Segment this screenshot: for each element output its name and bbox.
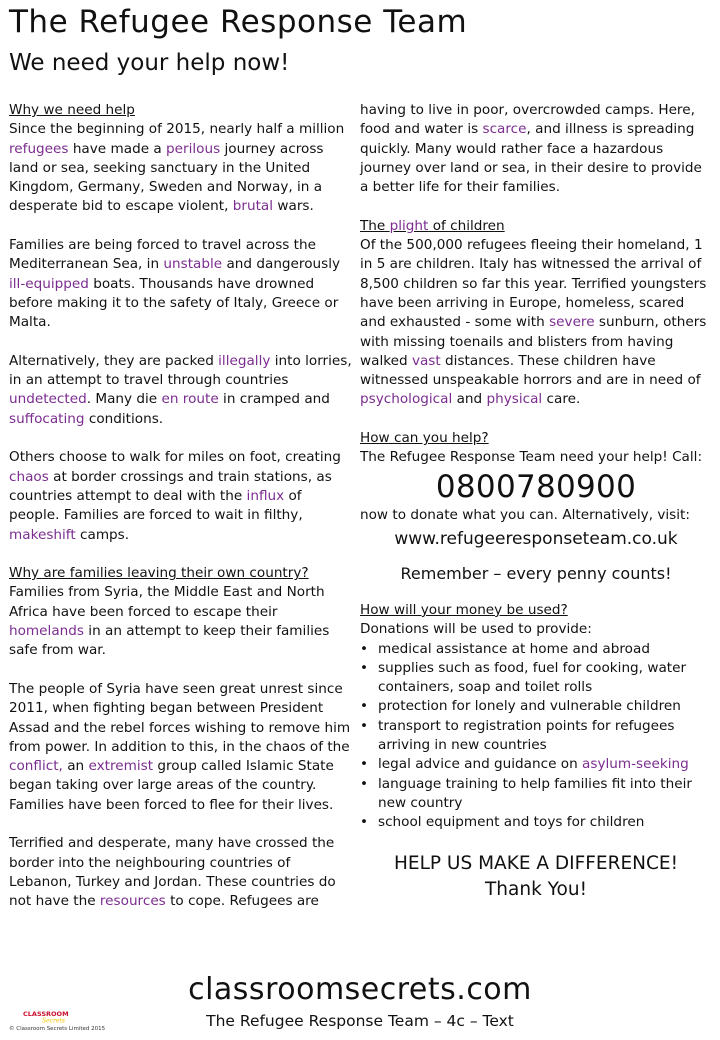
logo-subtext: Secrets <box>42 1017 65 1024</box>
list-item <box>360 813 712 832</box>
bullet-icon: • <box>360 717 369 734</box>
footer-site[interactable]: classroomsecrets.com <box>188 972 532 1007</box>
list-item-text: protection for lonely and vulnerable children <box>378 698 681 715</box>
money-intro: Donations will be used to provide: <box>360 621 592 638</box>
footer-title: The Refugee Response Team – 4c – Text <box>206 1012 514 1030</box>
list-item-text: language training to help families fit into their new country <box>378 775 692 811</box>
keyword-refugees: refugees <box>9 140 69 157</box>
right-column <box>360 101 712 903</box>
keyword-en-route: en route <box>161 391 219 408</box>
list-item-text: school equipment and toys for children <box>378 814 645 831</box>
help-text: The Refugee Response Team need your help! Call: <box>360 449 703 466</box>
keyword-vast: vast <box>411 352 441 369</box>
list-item-text: legal advice and guidance on asylum-seeking <box>378 756 689 773</box>
money-heading: How will your money be used? <box>360 601 568 618</box>
keyword-ill-equipped: ill-equipped <box>9 275 89 292</box>
keyword-resources: resources <box>99 893 166 910</box>
help-heading: How can you help? <box>360 430 489 447</box>
keyword-brutal: brutal <box>232 198 274 215</box>
keyword-illegally: illegally <box>218 352 271 369</box>
classroom-secrets-logo <box>22 1009 74 1024</box>
bullet-icon: • <box>360 659 369 676</box>
list-item-text: transport to registration points for refugees arriving in new countries <box>378 717 675 754</box>
section-heading: Why are families leaving their own country? <box>9 565 309 582</box>
page-subtitle: We need your help now! <box>9 50 290 76</box>
bullet-icon: • <box>360 640 369 657</box>
section-heading: Why we need help <box>9 102 135 118</box>
plight-heading: The plight of children <box>360 217 505 234</box>
left-paragraph: Families from Syria, the Middle East and North Africa have been forced to escape their homelands in an attempt to keep their families safe from war. <box>9 584 330 659</box>
website-link[interactable]: www.refugeeresponseteam.co.uk <box>394 528 678 549</box>
keyword-extremist: extremist <box>88 758 154 775</box>
thank-you-text: Thank You! <box>485 878 587 900</box>
left-column <box>9 101 353 931</box>
keyword-undetected: undetected <box>9 391 87 408</box>
phone-number: 0800780900 <box>435 468 637 505</box>
left-paragraph: Terrified and desperate, many have crossed the border into the neighbouring countries of Lebanon, Turkey and Jordan. These countries do not have the resources to cope. Refugees are <box>9 835 336 910</box>
left-paragraph: The people of Syria have seen great unrest since 2011, when fighting began between President Assad and the rebel forces wishing to remove him from power. In addition to this, in the chaos of the conflict, an extremist group called Islamic State began taking over large areas of the country. Families have been forced to flee for their lives. <box>9 680 351 813</box>
donate-text: now to donate what you can. Alternatively, visit: <box>360 506 690 523</box>
keyword-suffocating: suffocating <box>9 410 85 427</box>
cta-heading: HELP US MAKE A DIFFERENCE! <box>393 852 679 874</box>
keyword-scarce: scarce <box>482 121 527 138</box>
keyword-plight: plight <box>389 217 429 234</box>
donation-uses-list <box>360 640 712 833</box>
keyword-unstable: unstable <box>163 256 223 273</box>
logo-text: CLASSROOM <box>23 1010 69 1018</box>
list-item <box>360 755 712 774</box>
camps-paragraph: having to live in poor, overcrowded camps. Here, food and water is scarce, and illness is spreading quickly. Many would rather face a hazardous journey over land or sea, in their desire to provide a better life for their families. <box>360 102 702 196</box>
list-item <box>360 640 712 659</box>
left-paragraph: Others choose to walk for miles on foot, creating chaos at border crossings and train stations, as countries attempt to deal with the influx of people. Families are forced to wait in filthy, makeshift camps. <box>9 449 341 543</box>
plight-paragraph: Of the 500,000 refugees fleeing their homeland, 1 in 5 are children. Italy has witnessed the arrival of 8,500 children so far this year. Terrified youngsters have been arriving in Europe, homeless, scared and exhausted - some with severe sunburn, others with missing toenails and blisters from having walked vast distances. These children have witnessed unspeakable horrors and are in need of psychological and physical care. <box>360 237 707 408</box>
keyword-asylum-seeking: asylum-seeking <box>582 756 689 773</box>
copyright-text: © Classroom Secrets Limited 2015 <box>9 1026 106 1032</box>
keyword-homelands: homelands <box>9 623 84 640</box>
remember-text: Remember – every penny counts! <box>400 563 672 583</box>
keyword-makeshift: makeshift <box>9 526 76 543</box>
page-title: The Refugee Response Team <box>9 4 468 40</box>
bullet-icon: • <box>360 698 369 715</box>
bullet-icon: • <box>360 756 369 773</box>
list-item <box>360 717 712 756</box>
list-item-text: medical assistance at home and abroad <box>378 640 650 657</box>
list-item <box>360 775 712 814</box>
keyword-physical: physical <box>486 391 543 408</box>
keyword-psychological: psychological <box>360 391 453 408</box>
left-paragraph: Since the beginning of 2015, nearly half a million refugees have made a perilous journey across land or sea, seeking sanctuary in the United Kingdom, Germany, Sweden and Norway, in a desperate bid to escape violent, brutal wars. <box>9 121 345 215</box>
keyword-severe: severe <box>549 314 595 331</box>
left-paragraph: Families are being forced to travel across the Mediterranean Sea, in unstable and dangerously ill-equipped boats. Thousands have drowned before making it to the safety of Italy, Greece or Malta. <box>9 237 341 331</box>
list-item <box>360 697 712 716</box>
keyword-perilous: perilous <box>166 140 221 157</box>
bullet-icon: • <box>360 814 369 831</box>
bullet-icon: • <box>360 775 369 792</box>
list-item-text: supplies such as food, fuel for cooking, water containers, soap and toilet rolls <box>378 659 687 696</box>
left-paragraph: Alternatively, they are packed illegally into lorries, in an attempt to travel through countries undetected. Many die en route in cramped and suffocating conditions. <box>9 352 352 427</box>
list-item <box>360 659 712 698</box>
keyword-conflict: conflict, <box>9 758 63 775</box>
keyword-influx: influx <box>246 487 285 504</box>
keyword-chaos: chaos <box>9 468 49 485</box>
